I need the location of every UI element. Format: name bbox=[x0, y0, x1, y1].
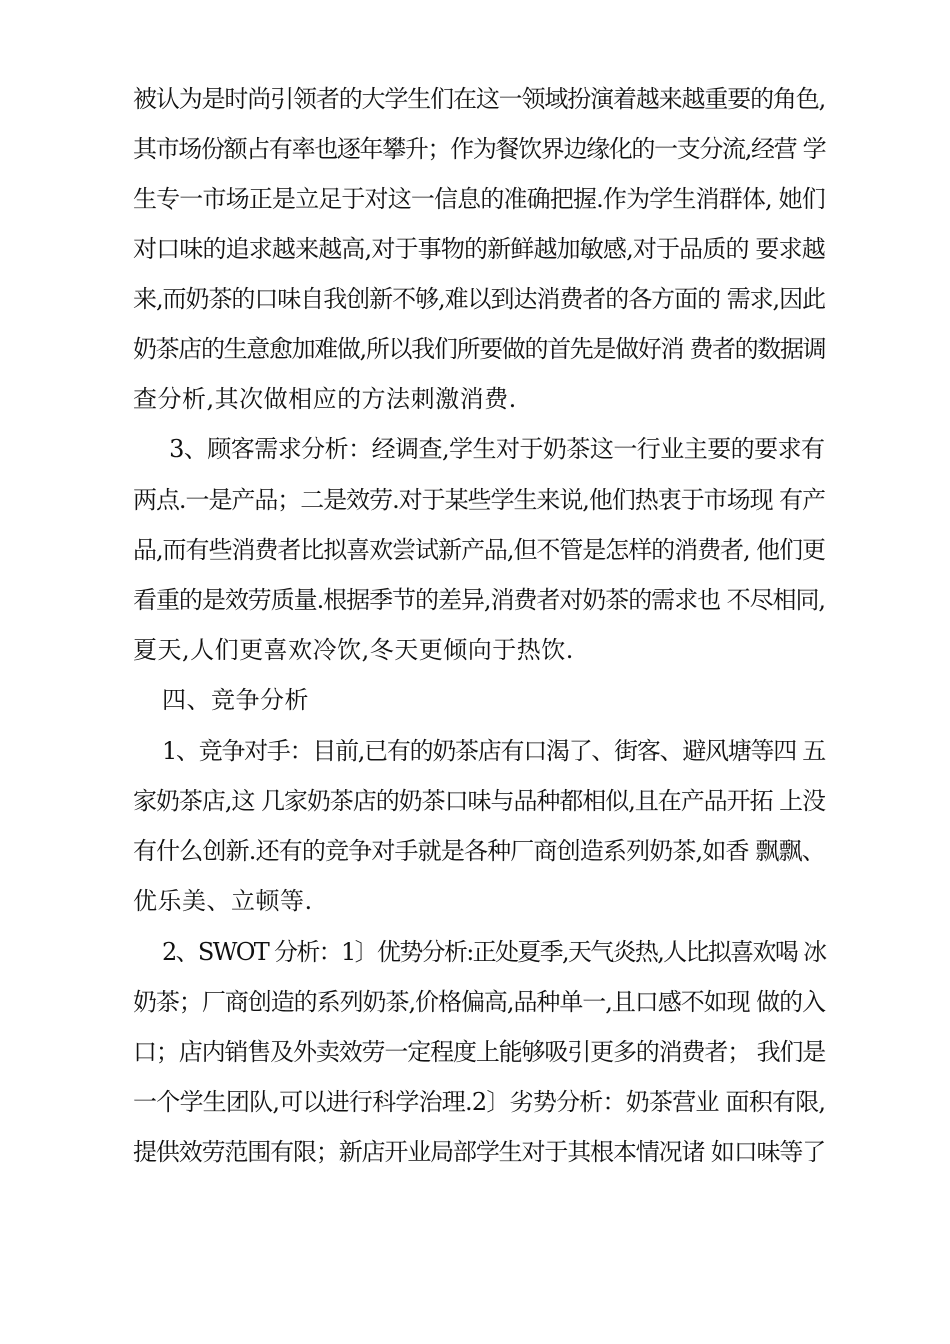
text-line-7: 查分析,其次做相应的方法刺激消费. bbox=[133, 385, 517, 413]
text-line-5: 来,而奶茶的口味自我创新不够,难以到达消费者的各方面的 需求,因此 bbox=[133, 285, 826, 313]
section-heading: 四、竞争分析 bbox=[162, 686, 309, 714]
text-line-6: 奶茶店的生意愈加难做,所以我们所要做的首先是做好消 费者的数据调 bbox=[133, 335, 826, 363]
text-line-14: 1、竞争对手：目前,已有的奶茶店有口渴了、街客、避风塘等四 五 bbox=[162, 737, 826, 765]
text-line-15: 家奶茶店,这 几家奶茶店的奶茶口味与品种都相似,且在产品开拓 上没 bbox=[133, 787, 826, 815]
text-line-21: 一个学生团队,可以进行科学治理.2〕劣势分析：奶茶营业 面积有限, bbox=[133, 1088, 826, 1116]
text-line-8: 3、顾客需求分析：经调查,学生对于奶茶这一行业主要的要求有 bbox=[162, 435, 825, 463]
text-line-16: 有什么创新.还有的竞争对手就是各种厂商创造系列奶茶,如香 飘飘、 bbox=[133, 837, 825, 865]
text-line-22: 提供效劳范围有限；新店开业局部学生对于其根本情况诸 如口味等了 bbox=[133, 1138, 826, 1166]
text-line-12: 夏天,人们更喜欢冷饮,冬天更倾向于热饮. bbox=[133, 636, 574, 664]
text-line-11: 看重的是效劳质量.根据季节的差异,消费者对奶茶的需求也 不尽相同, bbox=[133, 586, 826, 614]
text-line-18: 2、SWOT 分析：1〕优势分析:正处夏季,天气炎热,人比拟喜欢喝 冰 bbox=[162, 938, 826, 966]
text-line-3: 生专一市场正是立足于对这一信息的准确把握.作为学生消群体, 她们 bbox=[133, 185, 825, 213]
text-line-20: 口；店内销售及外卖效劳一定程度上能够吸引更多的消费者； 我们是 bbox=[133, 1038, 826, 1066]
text-line-1: 被认为是时尚引领者的大学生们在这一领域扮演着越来越重要的角色, bbox=[133, 85, 826, 113]
text-line-4: 对口味的追求越来越高,对于事物的新鲜越加敏感,对于品质的 要求越 bbox=[133, 235, 825, 263]
text-line-2: 其市场份额占有率也逐年攀升；作为餐饮界边缘化的一支分流,经营 学 bbox=[133, 135, 826, 163]
text-line-17: 优乐美、立顿等. bbox=[133, 887, 313, 915]
text-line-19: 奶茶；厂商创造的系列奶茶,价格偏高,品种单一,且口感不如现 做的入 bbox=[133, 988, 826, 1016]
text-line-9: 两点.一是产品；二是效劳.对于某些学生来说,他们热衷于市场现 有产 bbox=[133, 486, 826, 514]
text-line-10: 品,而有些消费者比拟喜欢尝试新产品,但不管是怎样的消费者, 他们更 bbox=[133, 536, 826, 564]
